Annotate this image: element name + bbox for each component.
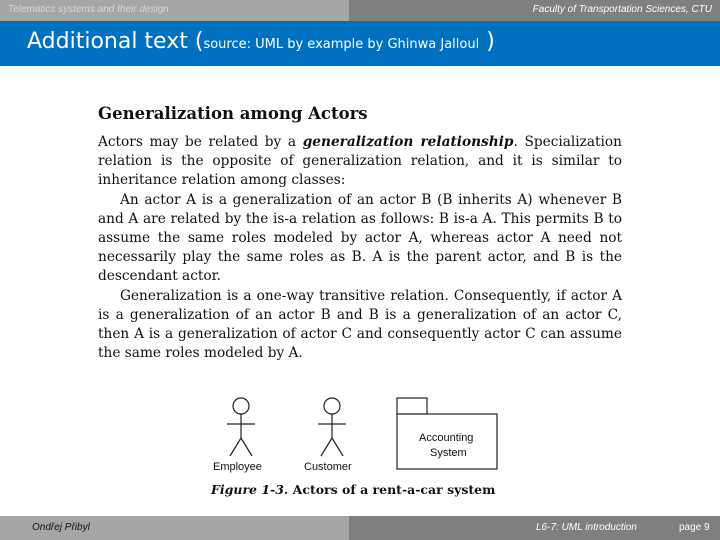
- paragraph-intro: [98, 133, 622, 191]
- slide-title-close: ): [479, 29, 495, 54]
- intro-emphasis: generalization relationship: [302, 134, 514, 150]
- footer-left-panel: [0, 516, 349, 540]
- paragraph-definition: An actor A is a generalization of an actor B (B inherits A) whenever B and A are related by the is-a relation as follows: B is-a A. This permits B to assume the same roles modeled by actor A, whereas actor A need not necessarily play the same roles as B. A is the parent actor, and B is the descendant actor.: [98, 191, 622, 285]
- actor-customer-icon: [318, 398, 346, 456]
- figure-diagram: [205, 394, 505, 496]
- actor-customer-label: Customer: [304, 461, 352, 473]
- header-right-panel: [349, 0, 720, 21]
- intro-prefix: Actors may be related by a: [98, 134, 303, 150]
- system-label-line1: Accounting: [419, 432, 474, 444]
- slide-title-source: source: UML by example by Ghinwa Jalloul: [203, 37, 480, 52]
- actor-employee-icon: [227, 398, 255, 456]
- faculty-name: Faculty of Transportation Sciences, CTU: [532, 4, 712, 15]
- footer-bar: [0, 516, 720, 540]
- slide-title-main: Additional text (: [27, 29, 204, 54]
- author-name: Ondřej Přibyl: [32, 522, 90, 533]
- actor-employee-label: Employee: [213, 461, 262, 473]
- paragraph-transitive: Generalization is a one-way transitive relation. Consequently, if actor A is a generalization of an actor B and B is a generalization of an actor C, then A is a generalization of actor C and consequently actor C can assume the same roles modeled by A.: [98, 287, 622, 362]
- slide-title: [27, 29, 495, 54]
- page-number: page 9: [679, 522, 710, 533]
- footer-right-panel: [349, 516, 720, 540]
- uml-figure: [205, 394, 505, 496]
- system-label-line2: System: [430, 447, 467, 459]
- figure-caption: [211, 482, 495, 497]
- scanned-text-excerpt: [98, 104, 622, 363]
- header-bar: [0, 0, 720, 21]
- section-heading: Generalization among Actors: [98, 104, 368, 123]
- intro-suffix: . Specialization relation is the opposite of generalization relation, and it is similar to inheritance relation among classes:: [98, 134, 622, 189]
- header-left-panel: [0, 0, 349, 21]
- course-title: Telematics systems and their design: [8, 4, 169, 15]
- title-bar: [0, 21, 720, 66]
- figure-number: Figure 1-3.: [211, 482, 289, 497]
- figure-caption-text: Actors of a rent-a-car system: [288, 482, 496, 497]
- lecture-title: L6-7: UML introduction: [536, 522, 637, 533]
